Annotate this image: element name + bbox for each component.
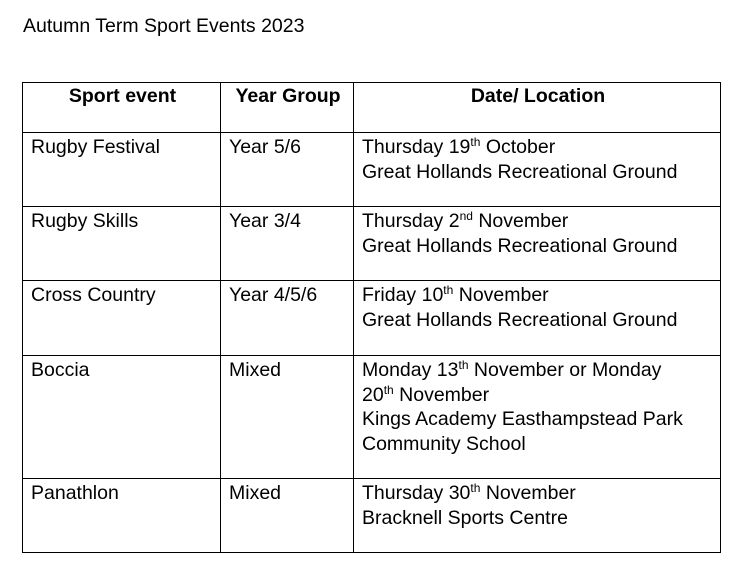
event-location: Great Hollands Recreational Ground [362,308,678,331]
header-sport-event: Sport event [23,83,221,133]
event-location: Great Hollands Recreational Ground [362,234,678,257]
document-title: Autumn Term Sport Events 2023 [23,15,305,37]
date-location-cell [354,479,721,553]
date-location-cell [354,207,721,281]
year-group-cell: Year 5/6 [221,133,354,207]
sport-events-table [22,82,721,553]
event-name-cell: Cross Country [23,281,221,356]
table-row [23,207,721,281]
date-location-cell [354,133,721,207]
event-date: Thursday 19th October [362,135,556,158]
event-date: Thursday 30th November [362,481,576,504]
event-name-cell: Boccia [23,356,221,479]
event-location: Kings Academy Easthampstead Park [362,408,683,430]
table-row [23,356,721,479]
year-group-cell: Year 3/4 [221,207,354,281]
event-name-cell: Rugby Festival [23,133,221,207]
table-row [23,281,721,356]
table-row [23,479,721,553]
event-date: Monday 13th November or Monday [362,358,662,381]
header-date-location: Date/ Location [354,83,721,133]
date-location-cell [354,356,721,479]
event-date: Thursday 2nd November [362,209,569,232]
year-group-cell: Year 4/5/6 [221,281,354,356]
date-location-cell [354,281,721,356]
table-row [23,133,721,207]
event-name-cell: Rugby Skills [23,207,221,281]
event-location-continued: Community School [362,432,526,455]
table-header-row [23,83,721,133]
event-name-cell: Panathlon [23,479,221,553]
event-location: Bracknell Sports Centre [362,506,568,529]
event-location: Great Hollands Recreational Ground [362,160,678,183]
event-alt-date: 20th November [362,382,490,406]
header-year-group: Year Group [221,83,354,133]
year-group-cell: Mixed [221,356,354,479]
year-group-cell: Mixed [221,479,354,553]
event-date: Friday 10th November [362,283,549,306]
